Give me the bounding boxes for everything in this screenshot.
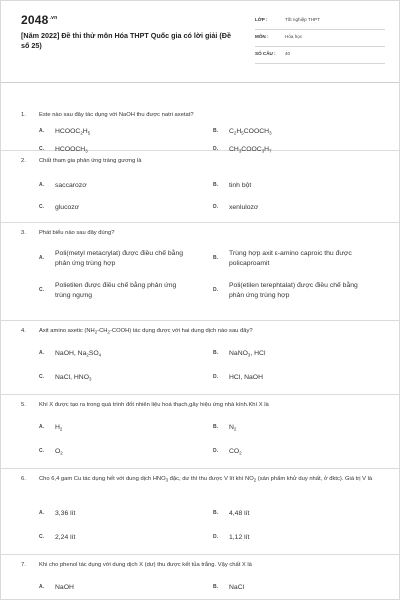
option-text: 1,12 lít [229,534,250,541]
option-label: B. [213,182,218,188]
exam-title: [Năm 2022] Đề thi thử môn Hóa THPT Quốc gia có lời giải (Đề số 25) [21,31,231,50]
meta-value: Hóa học [285,34,303,39]
question-number: 4. [21,328,26,334]
option-label: B. [213,584,218,590]
question-2 [1,151,400,223]
site-logo[interactable] [21,13,57,27]
option-text: NaOH, $Na_2SO_4$ [55,350,102,358]
question-number: 3. [21,230,26,236]
meta-value: 40 [285,51,291,56]
option-text: $C_2H_5COOCH_3$ [229,128,272,136]
option-text: NaCl [229,584,245,591]
meta-row-count [255,47,385,64]
meta-row-subject [255,30,385,47]
logo-suffix: .vn [49,15,58,21]
question-body: Este nào sau đây tác dụng với NaOH thu được natri axetat? [39,112,194,118]
question-text [21,111,391,120]
option-label: A. [39,350,44,356]
question-body: Phát biểu nào sau đây đúng? [39,230,115,236]
option-label: C. [39,287,44,293]
question-7 [1,555,400,600]
option-label: B. [213,424,218,430]
option-text: $O_2$ [55,448,63,456]
question-5 [1,395,400,469]
option-text: Poli(etilen terephtalat) được điều chế bằng phản ứng trùng hợp [229,282,358,299]
option-text: 2,24 lít [55,534,76,541]
meta-key: LỚP : [255,17,268,22]
meta-key: MÔN : [255,34,269,39]
option-text: $HCOOC_2H_5$ [55,128,91,136]
question-3 [1,223,400,321]
question-body: Khi cho phenol tác dụng với dung dịch X (dư) thu được kết tủa trắng. Vậy chất X là [39,562,252,568]
option-text: NaNO$_3$, HCl [229,350,266,358]
option-label: C. [39,448,44,454]
option-label: A. [39,128,44,134]
option-text: Trùng hợp axit ε-amino caproic thu được policaproamit [229,250,352,267]
question-text [21,401,391,410]
question-number: 1. [21,112,26,118]
option-label: A. [39,255,44,261]
question-number: 6. [21,476,26,482]
option-text: tinh bột [229,182,252,189]
option-label: C. [39,534,44,540]
option-text: 3,36 lít [55,510,76,517]
question-6 [1,469,400,555]
question-body: Khí X được tạo ra trong quá trình đốt nhiên liệu hoá thạch,gây hiệu ứng nhà kính.Khí X là [39,402,269,408]
option-label: C. [39,374,44,380]
option-label: D. [213,374,218,380]
question-4 [1,321,400,395]
option-label: D. [213,534,218,540]
option-text: NaOH [55,584,74,591]
meta-value: Tốt nghiệp THPT [285,17,320,22]
option-label: C. [39,204,44,210]
option-text: $N_2$ [229,424,237,432]
question-text [21,229,391,238]
meta-key: SỐ CÂU : [255,51,276,56]
option-text: NaCl, $HNO_3$ [55,374,92,382]
option-label: B. [213,510,218,516]
option-label: D. [213,448,218,454]
option-label: D. [213,287,218,293]
question-body: Axit amino axetic $(NH_2-CH_2-COOH)$ tác dụng được với hai dung dịch nào sau đây? [39,328,253,335]
option-label: C. [39,146,44,152]
option-text: HCl, NaOH [229,374,263,381]
option-text: $HCOOCH_3$ [55,146,88,154]
question-text [21,475,391,485]
option-text: glucozơ [55,204,80,211]
option-text: saccarozơ [55,182,87,189]
exam-meta [255,13,385,64]
option-label: B. [213,350,218,356]
option-label: A. [39,584,44,590]
question-body: Cho 6,4 gam Cu tác dụng hết với dung dịch $HNO_3$ đặc, dư thì thu được V lít khí $NO_2$ (sản phẩm khử duy nhất, ở đktc). Giá trị V là [39,476,373,483]
question-text [21,157,391,166]
option-text: Polietilen được điều chế bằng phản ứng trùng ngưng [55,282,177,299]
option-text: $CH_3COOC_3H_7$ [229,146,272,154]
question-body: Chất tham gia phản ứng tráng gương là [39,158,142,164]
option-text: $H_2$ [55,424,63,432]
option-label: A. [39,424,44,430]
question-number: 2. [21,158,26,164]
option-label: B. [213,255,218,261]
question-number: 5. [21,402,26,408]
option-label: A. [39,182,44,188]
option-label: A. [39,510,44,516]
option-text: $CO_2$ [229,448,242,456]
option-label: D. [213,146,218,152]
question-number: 7. [21,562,26,568]
option-text: xenlulozơ [229,204,259,211]
meta-row-class [255,13,385,30]
option-label: D. [213,204,218,210]
logo-text: 2048 [21,13,49,27]
exam-header [1,1,400,83]
option-text: Poli(metyl metacrylat) được điều chế bằng phản ứng trùng hợp [55,250,184,267]
question-text [21,327,391,337]
option-label: B. [213,128,218,134]
question-1 [1,105,400,154]
question-text [21,561,391,570]
option-text: 4,48 lít [229,510,250,517]
